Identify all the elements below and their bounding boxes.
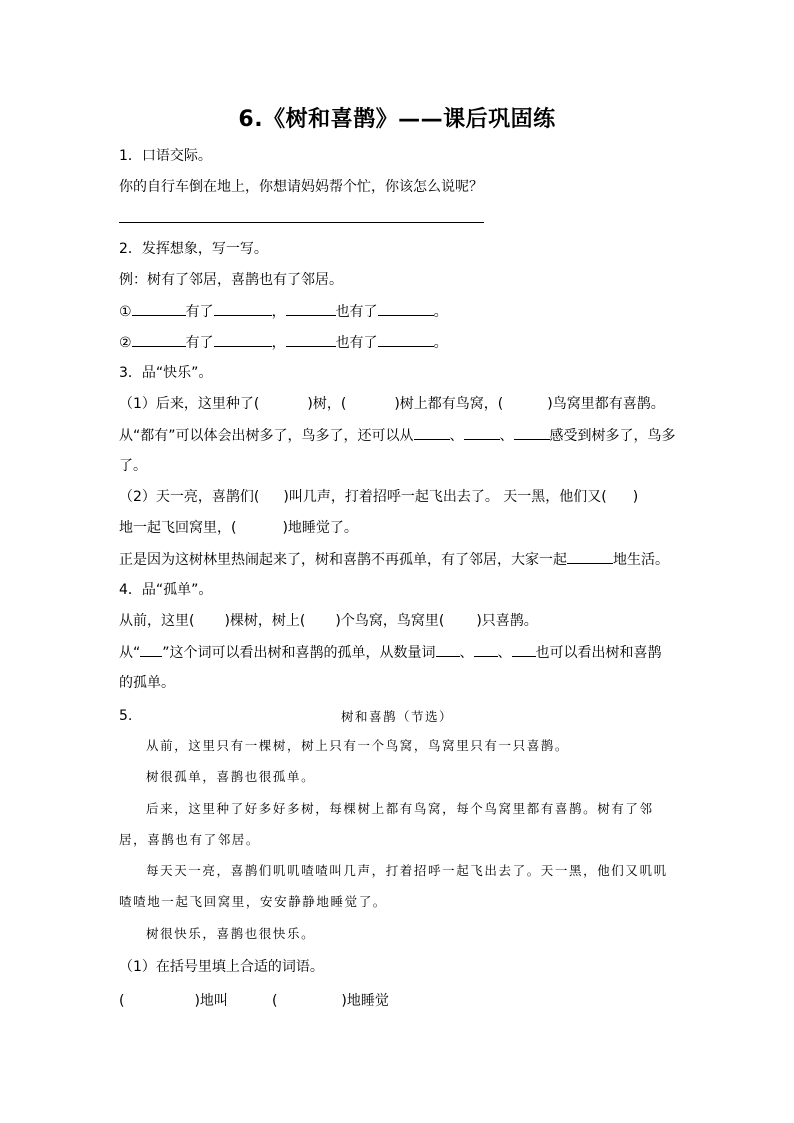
q3-heading: 3．品“快乐”。 bbox=[119, 365, 213, 381]
q4-line-2 bbox=[119, 642, 662, 663]
blank[interactable] bbox=[474, 642, 498, 657]
q2-item-2 bbox=[119, 332, 448, 353]
text: )只喜鹊。 bbox=[476, 613, 538, 629]
passage-para-3-cont: 居，喜鹊也有了邻居。 bbox=[119, 832, 261, 847]
text: 从“ bbox=[119, 645, 141, 661]
passage-para-4-cont: 喳喳地一起飞回窝里，安安静静地睡觉了。 bbox=[119, 894, 387, 909]
text: 地生活。 bbox=[613, 552, 669, 568]
text: ， bbox=[271, 304, 286, 320]
blank[interactable] bbox=[214, 301, 272, 316]
q5-sub-question-1: （1）在括号里填上合适的词语。 bbox=[119, 959, 324, 975]
blank[interactable] bbox=[132, 332, 186, 347]
text: 、 bbox=[449, 428, 464, 444]
blank[interactable] bbox=[464, 425, 500, 440]
text: 也有了 bbox=[335, 335, 378, 351]
blank[interactable] bbox=[132, 301, 186, 316]
passage-para-1: 从前，这里只有一棵树，树上只有一个鸟窝，鸟窝里只有一只喜鹊。 bbox=[146, 738, 570, 753]
blank[interactable] bbox=[567, 549, 613, 564]
text: 。 bbox=[433, 304, 448, 320]
q4-line-1 bbox=[119, 611, 538, 631]
blank[interactable] bbox=[436, 642, 460, 657]
q2-item-1 bbox=[119, 301, 448, 322]
q1-answer-line[interactable] bbox=[119, 222, 484, 223]
q5-number: 5. bbox=[119, 708, 133, 724]
item-number: ① bbox=[119, 304, 132, 320]
blank[interactable] bbox=[414, 425, 450, 440]
text: 也可以看出树和喜鹊 bbox=[535, 645, 662, 661]
text: 有了 bbox=[185, 335, 214, 351]
text: )个鸟窝，鸟窝里( bbox=[335, 613, 445, 629]
text: )地叫 bbox=[194, 993, 228, 1009]
text: )叫几声，打着招呼一起飞出去了。 天一黑，他们又( bbox=[283, 489, 607, 505]
blank[interactable] bbox=[286, 301, 336, 316]
text: （2）天一亮，喜鹊们( bbox=[119, 489, 260, 505]
q4-line-3: 的孤单。 bbox=[119, 675, 175, 691]
passage-para-2: 树很孤单，喜鹊也很孤单。 bbox=[146, 769, 316, 784]
q2-example: 例：树有了邻居，喜鹊也有了邻居。 bbox=[119, 272, 343, 288]
text: )地睡觉了。 bbox=[282, 520, 358, 536]
q3-summary bbox=[119, 549, 669, 570]
blank[interactable] bbox=[378, 332, 434, 347]
text: 从“都有”可以体会出树多了，鸟多了，还可以从 bbox=[119, 428, 414, 444]
text: 、 bbox=[499, 428, 514, 444]
q5-fill-row bbox=[119, 991, 389, 1011]
text: 也有了 bbox=[335, 304, 378, 320]
blank[interactable] bbox=[286, 332, 336, 347]
q3-part1-line bbox=[119, 394, 665, 414]
passage-para-5: 树很快乐，喜鹊也很快乐。 bbox=[146, 926, 316, 941]
passage-para-4: 每天天一亮，喜鹊们叽叽喳喳叫几声，打着招呼一起飞出去了。天一黑，他们又叽叽 bbox=[146, 863, 668, 878]
passage-para-3: 后来，这里种了好多好多树，每棵树上都有鸟窝，每个鸟窝里都有喜鹊。树有了邻 bbox=[146, 801, 654, 816]
text: 地一起飞回窝里，( bbox=[119, 520, 237, 536]
text: 、 bbox=[459, 645, 474, 661]
text: ( bbox=[119, 993, 125, 1009]
q3-part2-line-cont bbox=[119, 518, 358, 538]
text: 、 bbox=[497, 645, 512, 661]
text: )鸟窝里都有喜鹊。 bbox=[547, 396, 665, 412]
text: 有了 bbox=[185, 304, 214, 320]
text: 正是因为这树林里热闹起来了，树和喜鹊不再孤单，有了邻居，大家一起 bbox=[119, 552, 567, 568]
text: 从前，这里( bbox=[119, 613, 195, 629]
text: )树上都有鸟窝，( bbox=[394, 396, 504, 412]
text: ( bbox=[271, 993, 278, 1009]
q4-heading: 4．品“孤单”。 bbox=[119, 582, 213, 598]
passage-title: 树和喜鹊（节选） bbox=[340, 709, 453, 724]
text: )棵树，树上( bbox=[224, 613, 306, 629]
blank[interactable] bbox=[378, 301, 434, 316]
text: ”这个词可以看出树和喜鹊的孤单，从数量词 bbox=[162, 645, 436, 661]
text: 。 bbox=[433, 335, 448, 351]
page-title: 6.《树和喜鹊》——课后巩固练 bbox=[238, 107, 556, 132]
item-number: ② bbox=[119, 335, 132, 351]
blank[interactable] bbox=[214, 332, 272, 347]
blank[interactable] bbox=[140, 642, 162, 657]
q1-prompt: 你的自行车倒在地上，你想请妈妈帮个忙，你该怎么说呢？ bbox=[119, 179, 483, 195]
text: 感受到树多了，鸟多 bbox=[549, 428, 676, 444]
text: ) bbox=[632, 489, 639, 505]
q3-part1-follow-cont: 了。 bbox=[119, 458, 147, 474]
text: )树，( bbox=[307, 396, 347, 412]
blank[interactable] bbox=[512, 642, 536, 657]
blank[interactable] bbox=[514, 425, 550, 440]
text: （1）后来，这里种了( bbox=[119, 396, 260, 412]
q2-heading: 2．发挥想象，写一写。 bbox=[119, 241, 268, 257]
q3-part2-line bbox=[119, 487, 638, 507]
text: ， bbox=[271, 335, 286, 351]
text: )地睡觉 bbox=[341, 993, 389, 1009]
q3-part1-follow bbox=[119, 425, 676, 446]
q1-heading: 1．口语交际。 bbox=[119, 148, 212, 164]
